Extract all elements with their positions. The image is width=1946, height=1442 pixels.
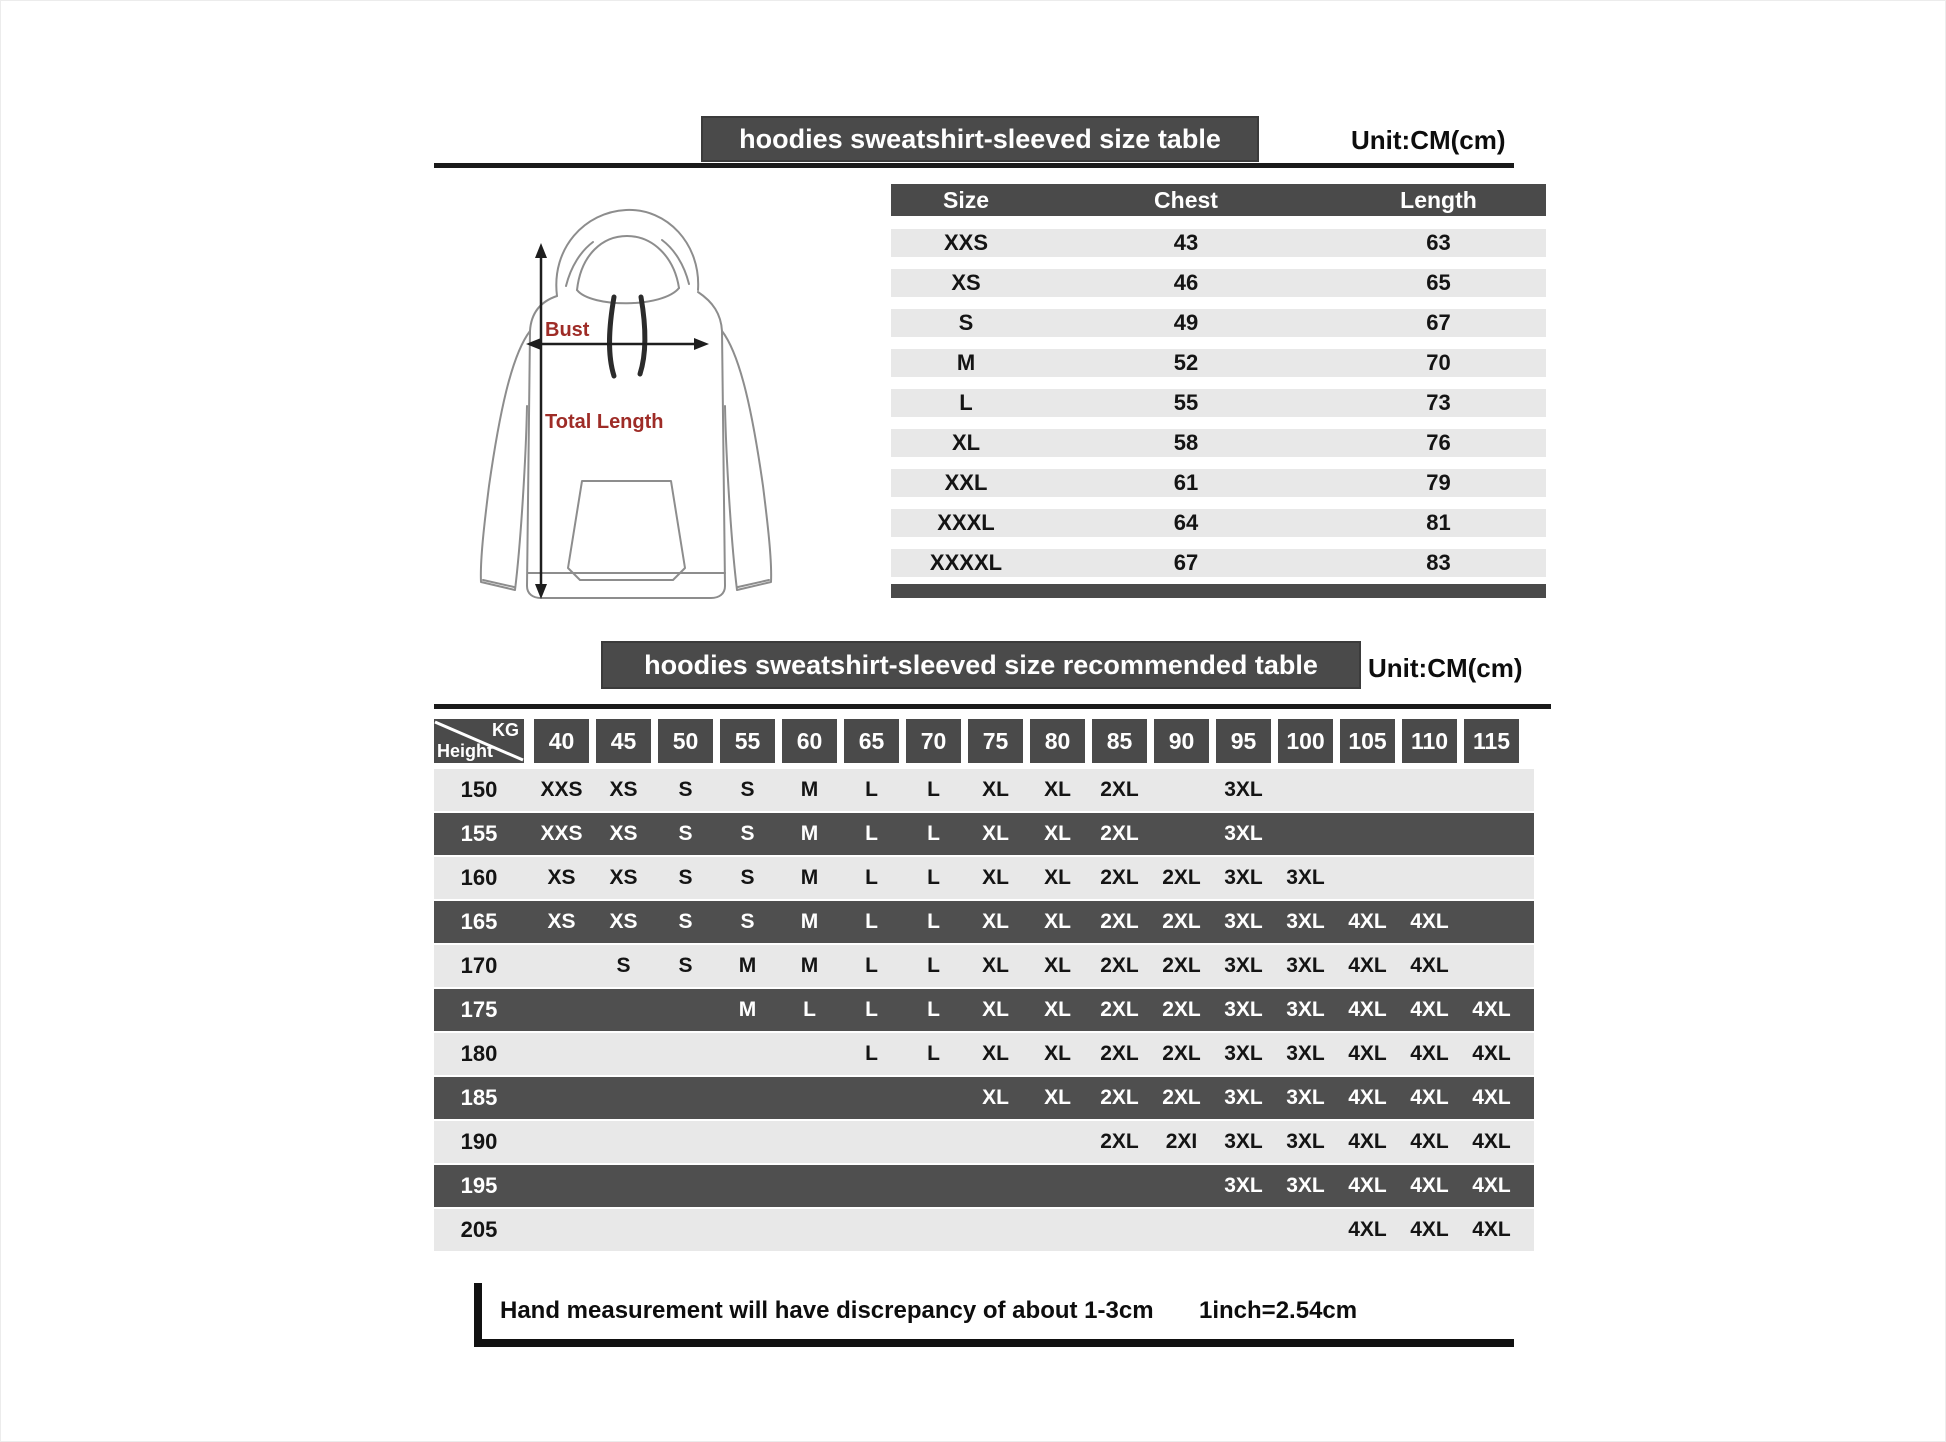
- height-cell: 165: [460, 909, 498, 934]
- corner-cell: [434, 719, 524, 763]
- size-cell: L: [865, 954, 878, 977]
- size-cell: 4XL: [1472, 1218, 1511, 1241]
- inch-conversion: 1inch=2.54cm: [1199, 1297, 1358, 1324]
- size-table-row-L: [891, 389, 1546, 417]
- size-cell: M: [800, 822, 819, 845]
- size-cell: 4XL: [1348, 1042, 1387, 1065]
- size-cell: S: [678, 822, 693, 845]
- size-cell: S: [678, 910, 693, 933]
- size-cell: M: [800, 778, 819, 801]
- size-cell: XL: [1044, 822, 1071, 845]
- size-cell: L: [865, 910, 878, 933]
- size-table-cell: 79: [1426, 470, 1451, 495]
- height-cell: 160: [460, 865, 498, 890]
- size-table-cell: 43: [1173, 230, 1199, 255]
- divider-1: [434, 163, 1514, 168]
- size-table-cell: XXXXL: [929, 550, 1003, 575]
- size-cell: M: [800, 954, 819, 977]
- size-cell: 4XL: [1410, 910, 1449, 933]
- size-cell: 4XL: [1472, 1042, 1511, 1065]
- size-cell: L: [927, 1042, 940, 1065]
- size-cell: 2XL: [1100, 822, 1139, 845]
- size-cell: M: [738, 954, 757, 977]
- height-cell: 205: [460, 1217, 498, 1242]
- size-cell: S: [678, 778, 693, 801]
- hoodie-diagram: [441, 196, 811, 626]
- weight-header-cell-80: 80: [1030, 719, 1085, 763]
- size-table-header: [891, 184, 1546, 216]
- size-cell: 3XL: [1224, 1130, 1263, 1153]
- size-cell: L: [927, 910, 940, 933]
- size-cell: L: [865, 866, 878, 889]
- size-cell: M: [800, 910, 819, 933]
- size-cell: L: [803, 998, 816, 1021]
- size-cell: 3XL: [1286, 910, 1325, 933]
- size-cell: XS: [609, 778, 638, 801]
- size-cell: XS: [609, 822, 638, 845]
- size-table-title-bar: [701, 116, 1259, 162]
- size-cell: 3XL: [1286, 866, 1325, 889]
- size-cell: L: [865, 822, 878, 845]
- size-cell: 4XL: [1410, 1174, 1449, 1197]
- size-cell: 4XL: [1348, 910, 1387, 933]
- divider-2: [434, 704, 1551, 709]
- size-cell: 3XL: [1286, 1174, 1325, 1197]
- size-cell: 4XL: [1348, 954, 1387, 977]
- size-cell: 3XL: [1224, 910, 1263, 933]
- size-cell: S: [678, 866, 693, 889]
- weight-header-cell-70: 70: [906, 719, 961, 763]
- height-cell: 155: [460, 821, 498, 846]
- size-cell: S: [740, 910, 755, 933]
- size-cell: 3XL: [1286, 1130, 1325, 1153]
- footer-bracket: [474, 1283, 482, 1347]
- size-table-body: [891, 229, 1546, 577]
- size-table-cell: 63: [1426, 230, 1451, 255]
- size-cell: 2XL: [1162, 998, 1201, 1021]
- hoodie-outline: [481, 210, 771, 598]
- size-cell: XL: [982, 778, 1009, 801]
- size-cell: 3XL: [1224, 954, 1263, 977]
- size-table-cell: XXS: [943, 230, 989, 255]
- size-cell: 4XL: [1472, 1086, 1511, 1109]
- size-cell: 3XL: [1224, 778, 1263, 801]
- size-cell: L: [927, 998, 940, 1021]
- size-cell: XL: [1044, 954, 1071, 977]
- size-table-cell: 64: [1173, 510, 1199, 535]
- size-cell: L: [865, 1042, 878, 1065]
- weight-header-cell-65: 65: [844, 719, 899, 763]
- size-cell: XL: [982, 910, 1009, 933]
- size-cell: M: [738, 998, 757, 1021]
- size-cell: M: [800, 866, 819, 889]
- weight-header-cell-60: 60: [782, 719, 837, 763]
- size-cell: 2XL: [1100, 954, 1139, 977]
- size-cell: 2XL: [1162, 954, 1201, 977]
- size-table-cell: 76: [1426, 430, 1451, 455]
- recommend-row-150: [434, 769, 1534, 811]
- size-cell: XL: [1044, 778, 1071, 801]
- size-cell: S: [740, 822, 755, 845]
- size-table-cell: XL: [951, 430, 981, 455]
- recommend-table: [434, 719, 1534, 1253]
- size-cell: 2XL: [1100, 866, 1139, 889]
- size-cell: 4XL: [1410, 1042, 1449, 1065]
- size-cell: XL: [1044, 910, 1071, 933]
- size-cell: XL: [982, 866, 1009, 889]
- height-cell: 185: [460, 1085, 498, 1110]
- weight-header-cell-95: 95: [1216, 719, 1271, 763]
- size-cell: XL: [982, 1086, 1009, 1109]
- height-label: Height: [437, 741, 493, 761]
- footer-line: [474, 1339, 1514, 1347]
- recommend-row-155: [434, 813, 1534, 855]
- recommend-title: hoodies sweatshirt-sleeved size recommended table: [644, 649, 1318, 680]
- weight-headers: [534, 719, 1526, 763]
- weight-header-cell-100: 100: [1278, 719, 1333, 763]
- height-cell: 175: [460, 997, 498, 1022]
- height-cell: 190: [460, 1129, 498, 1154]
- size-table-column-chest: Chest: [1154, 186, 1218, 213]
- size-table-cell: 61: [1173, 470, 1199, 495]
- unit-label-2: Unit:CM(cm): [1368, 653, 1523, 683]
- recommend-row-165: [434, 901, 1534, 943]
- weight-header-cell-110: 110: [1402, 719, 1457, 763]
- size-cell: 3XL: [1286, 1086, 1325, 1109]
- size-cell: XXS: [540, 822, 583, 845]
- recommend-row-160: [434, 857, 1534, 899]
- size-cell: 3XL: [1224, 866, 1263, 889]
- size-cell: XS: [609, 910, 638, 933]
- recommend-row-205: [434, 1209, 1534, 1251]
- recommend-title-bar: [601, 641, 1361, 689]
- size-cell: 4XL: [1348, 998, 1387, 1021]
- size-cell: 2XI: [1165, 1130, 1198, 1153]
- size-cell: L: [927, 778, 940, 801]
- size-cell: 4XL: [1410, 998, 1449, 1021]
- size-cell: 4XL: [1348, 1218, 1387, 1241]
- weight-header-cell-40: 40: [534, 719, 589, 763]
- size-cell: 4XL: [1472, 998, 1511, 1021]
- size-cell: 4XL: [1410, 1130, 1449, 1153]
- size-table-cell: 49: [1173, 310, 1199, 335]
- size-table-cell: 52: [1173, 350, 1199, 375]
- size-cell: L: [927, 866, 940, 889]
- size-table-cell: 67: [1173, 550, 1199, 575]
- size-cell: L: [927, 822, 940, 845]
- weight-header-cell-85: 85: [1092, 719, 1147, 763]
- weight-header-cell-55: 55: [720, 719, 775, 763]
- size-table-cell: S: [958, 310, 974, 335]
- size-cell: 4XL: [1348, 1086, 1387, 1109]
- size-cell: S: [678, 954, 693, 977]
- size-table-row-XS: [891, 269, 1546, 297]
- weight-header-cell-90: 90: [1154, 719, 1209, 763]
- size-cell: 4XL: [1348, 1130, 1387, 1153]
- size-cell: XL: [1044, 1086, 1071, 1109]
- size-table-row-XXS: [891, 229, 1546, 257]
- unit-label-1: Unit:CM(cm): [1351, 125, 1506, 155]
- size-cell: 2XL: [1162, 1086, 1201, 1109]
- size-table-column-length: Length: [1400, 186, 1477, 213]
- size-cell: 3XL: [1224, 1174, 1263, 1197]
- size-cell: L: [865, 778, 878, 801]
- size-table-cell: 83: [1426, 550, 1451, 575]
- height-cell: 195: [460, 1173, 498, 1198]
- size-cell: XL: [982, 822, 1009, 845]
- size-cell: S: [616, 954, 631, 977]
- recommend-row-175: [434, 989, 1534, 1031]
- recommend-row-180: [434, 1033, 1534, 1075]
- size-table-cell: L: [959, 390, 973, 415]
- size-cell: XS: [609, 866, 638, 889]
- size-table-row-XXL: [891, 469, 1546, 497]
- recommend-row-185: [434, 1077, 1534, 1119]
- size-cell: XL: [1044, 866, 1071, 889]
- size-cell: 2XL: [1100, 910, 1139, 933]
- size-cell: 3XL: [1286, 954, 1325, 977]
- size-table-row-XL: [891, 429, 1546, 457]
- size-table-column-size: Size: [942, 186, 990, 213]
- drawstrings: [609, 297, 645, 376]
- size-cell: 2XL: [1162, 910, 1201, 933]
- weight-header-cell-105: 105: [1340, 719, 1395, 763]
- bust-label: Bust: [545, 319, 590, 341]
- size-cell: 4XL: [1472, 1174, 1511, 1197]
- size-table-title: hoodies sweatshirt-sleeved size table: [739, 123, 1221, 154]
- size-cell: 4XL: [1410, 1086, 1449, 1109]
- size-cell: 3XL: [1286, 998, 1325, 1021]
- size-table-row-XXXXL: [891, 549, 1546, 577]
- kg-label: KG: [492, 720, 519, 740]
- weight-header-cell-75: 75: [968, 719, 1023, 763]
- size-table-row-XXXL: [891, 509, 1546, 537]
- size-cell: XL: [982, 998, 1009, 1021]
- size-cell: 3XL: [1224, 998, 1263, 1021]
- size-cell: 3XL: [1286, 1042, 1325, 1065]
- size-cell: 2XL: [1162, 866, 1201, 889]
- size-cell: XL: [1044, 1042, 1071, 1065]
- weight-header-cell-45: 45: [596, 719, 651, 763]
- weight-header-cell-50: 50: [658, 719, 713, 763]
- size-table-row-M: [891, 349, 1546, 377]
- size-table: [891, 184, 1546, 598]
- size-cell: S: [740, 866, 755, 889]
- size-table-bottom-bar: [891, 584, 1546, 598]
- size-table-cell: XXXL: [937, 510, 995, 535]
- recommend-body: [434, 769, 1534, 1251]
- size-table-cell: M: [956, 350, 976, 375]
- size-cell: XL: [982, 954, 1009, 977]
- size-cell: XS: [547, 866, 576, 889]
- recommend-row-195: [434, 1165, 1534, 1207]
- size-table-row-S: [891, 309, 1546, 337]
- size-cell: XL: [982, 1042, 1009, 1065]
- size-table-cell: XXL: [944, 470, 988, 495]
- size-cell: XXS: [540, 778, 583, 801]
- size-cell: XL: [1044, 998, 1071, 1021]
- size-cell: 2XL: [1100, 1130, 1139, 1153]
- size-table-cell: 70: [1426, 350, 1451, 375]
- weight-header-cell-115: 115: [1464, 719, 1519, 763]
- size-cell: 2XL: [1100, 778, 1139, 801]
- recommend-row-170: [434, 945, 1534, 987]
- size-cell: L: [927, 954, 940, 977]
- size-table-cell: 46: [1173, 270, 1199, 295]
- size-cell: L: [865, 998, 878, 1021]
- size-table-cell: 81: [1426, 510, 1451, 535]
- size-cell: S: [740, 778, 755, 801]
- size-cell: 2XL: [1100, 1042, 1139, 1065]
- size-cell: 3XL: [1224, 1086, 1263, 1109]
- recommend-header-row: [434, 719, 1534, 763]
- size-cell: XS: [547, 910, 576, 933]
- size-cell: 4XL: [1348, 1174, 1387, 1197]
- size-table-cell: 65: [1426, 270, 1451, 295]
- size-cell: 4XL: [1410, 954, 1449, 977]
- size-cell: 3XL: [1224, 822, 1263, 845]
- size-cell: 4XL: [1410, 1218, 1449, 1241]
- size-table-cell: 58: [1173, 430, 1199, 455]
- height-cell: 180: [460, 1041, 498, 1066]
- measurement-note: Hand measurement will have discrepancy of about 1-3cm: [500, 1297, 1154, 1324]
- total-length-label: Total Length: [545, 411, 664, 433]
- size-cell: 2XL: [1100, 998, 1139, 1021]
- recommend-row-190: [434, 1121, 1534, 1163]
- size-cell: 2XL: [1100, 1086, 1139, 1109]
- size-table-cell: 73: [1426, 390, 1451, 415]
- size-cell: 4XL: [1472, 1130, 1511, 1153]
- size-cell: 2XL: [1162, 1042, 1201, 1065]
- size-cell: 3XL: [1224, 1042, 1263, 1065]
- height-cell: 170: [460, 953, 498, 978]
- size-table-cell: 55: [1173, 390, 1199, 415]
- height-cell: 150: [460, 777, 498, 802]
- size-table-cell: XS: [951, 270, 981, 295]
- size-table-cell: 67: [1426, 310, 1451, 335]
